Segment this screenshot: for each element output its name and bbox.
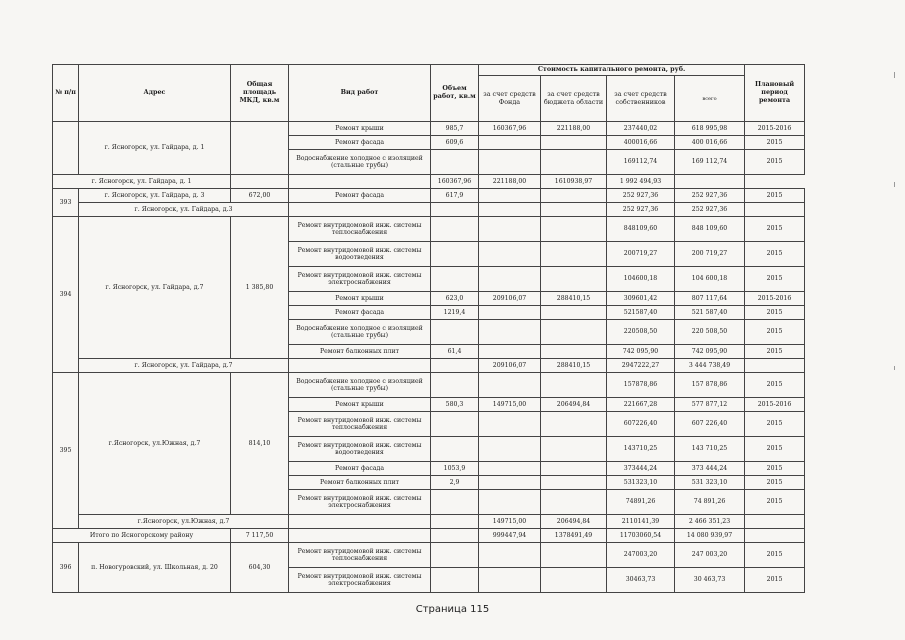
work-type-cell: Ремонт фасада <box>289 462 431 476</box>
table-row <box>53 189 805 203</box>
period-cell: 2015 <box>745 267 805 292</box>
total-cell: 157 878,86 <box>675 373 745 398</box>
period-cell: 2015-2016 <box>745 122 805 136</box>
subtotal-fund: 209106,07 <box>479 359 541 373</box>
subtotal-owners: 2947222,27 <box>607 359 675 373</box>
area-cell: 672,00 <box>231 189 289 203</box>
owners-cell: 30463,73 <box>607 568 675 593</box>
district-total-volume-empty <box>431 529 479 543</box>
volume-cell: 1219,4 <box>431 306 479 320</box>
volume-cell <box>431 150 479 175</box>
fund-cell: 149715,00 <box>479 398 541 412</box>
address-cell: г. Ясногорск, ул. Гайдара, д. 3 <box>79 189 231 203</box>
margin-mark <box>894 72 895 78</box>
fund-cell <box>479 267 541 292</box>
subtotal-work-empty <box>231 175 289 189</box>
header-num: № п/п <box>53 65 79 122</box>
volume-cell <box>431 543 479 568</box>
work-type-cell: Ремонт внутридомовой инж. системы теплоснабжения <box>289 412 431 437</box>
fund-cell <box>479 242 541 267</box>
total-cell: 143 710,25 <box>675 437 745 462</box>
period-cell: 2015 <box>745 490 805 515</box>
subtotal-label: г. Ясногорск, ул. Гайдара, д.7 <box>79 359 289 373</box>
subtotal-period-empty <box>745 515 805 529</box>
fund-cell <box>479 543 541 568</box>
subtotal-period-empty <box>675 175 745 189</box>
work-type-cell: Ремонт балконных плит <box>289 476 431 490</box>
work-type-cell: Ремонт крыши <box>289 122 431 136</box>
work-type-cell: Ремонт фасада <box>289 306 431 320</box>
table-header <box>53 65 805 122</box>
total-cell: 220 508,50 <box>675 320 745 345</box>
header-total: всего <box>675 76 745 122</box>
period-cell: 2015 <box>745 189 805 203</box>
region-cell <box>541 136 607 150</box>
subtotal-work-empty <box>289 515 431 529</box>
header-region: за счет средств бюджета области <box>541 76 607 122</box>
work-type-cell: Водоснабжение холодное с изоляцией (стальные трубы) <box>289 150 431 175</box>
district-total-region: 1378491,49 <box>541 529 607 543</box>
owners-cell: 252 927,36 <box>607 189 675 203</box>
volume-cell: 1053,9 <box>431 462 479 476</box>
row-number-cell <box>53 122 79 175</box>
volume-cell: 617,9 <box>431 189 479 203</box>
region-cell <box>541 490 607 515</box>
work-type-cell: Ремонт внутридомовой инж. системы электроснабжения <box>289 568 431 593</box>
subtotal-owners: 2110141,39 <box>607 515 675 529</box>
volume-cell <box>431 217 479 242</box>
table-row <box>53 373 805 398</box>
owners-cell: 104600,18 <box>607 267 675 292</box>
subtotal-total: 1 992 494,93 <box>607 175 675 189</box>
owners-cell: 143710,25 <box>607 437 675 462</box>
owners-cell: 200719,27 <box>607 242 675 267</box>
volume-cell: 985,7 <box>431 122 479 136</box>
subtotal-fund: 160367,96 <box>431 175 479 189</box>
owners-cell: 237440,02 <box>607 122 675 136</box>
fund-cell: 209106,07 <box>479 292 541 306</box>
table-body <box>53 122 805 593</box>
total-cell: 577 877,12 <box>675 398 745 412</box>
subtotal-row <box>53 359 805 373</box>
total-cell: 373 444,24 <box>675 462 745 476</box>
district-total-total: 14 080 939,97 <box>675 529 745 543</box>
total-cell: 807 117,64 <box>675 292 745 306</box>
period-cell: 2015 <box>745 476 805 490</box>
header-fund: за счет средств Фонда <box>479 76 541 122</box>
period-cell: 2015 <box>745 462 805 476</box>
header-owners: за счет средств собственников <box>607 76 675 122</box>
subtotal-owners: 1610938,97 <box>541 175 607 189</box>
total-cell: 742 095,90 <box>675 345 745 359</box>
subtotal-fund <box>479 203 541 217</box>
total-cell: 247 003,20 <box>675 543 745 568</box>
period-cell: 2015 <box>745 242 805 267</box>
owners-cell: 309601,42 <box>607 292 675 306</box>
volume-cell <box>431 437 479 462</box>
subtotal-region: 288410,15 <box>541 359 607 373</box>
period-cell: 2015-2016 <box>745 292 805 306</box>
work-type-cell: Водоснабжение холодное с изоляцией (стальные трубы) <box>289 320 431 345</box>
work-type-cell: Ремонт фасада <box>289 136 431 150</box>
region-cell: 221188,00 <box>541 122 607 136</box>
region-cell <box>541 476 607 490</box>
region-cell <box>541 306 607 320</box>
subtotal-total: 2 466 351,23 <box>675 515 745 529</box>
subtotal-row <box>53 203 805 217</box>
volume-cell <box>431 320 479 345</box>
volume-cell <box>431 242 479 267</box>
fund-cell <box>479 412 541 437</box>
subtotal-volume-empty <box>289 175 431 189</box>
margin-mark <box>894 182 895 187</box>
header-cost-group: Стоимость капитального ремонта, руб. <box>479 65 745 76</box>
volume-cell: 2,9 <box>431 476 479 490</box>
period-cell: 2015 <box>745 437 805 462</box>
area-cell <box>231 122 289 175</box>
total-cell: 400 016,66 <box>675 136 745 150</box>
subtotal-period-empty <box>745 203 805 217</box>
fund-cell <box>479 345 541 359</box>
region-cell <box>541 373 607 398</box>
period-cell: 2015 <box>745 217 805 242</box>
district-total-row <box>53 529 805 543</box>
period-cell: 2015-2016 <box>745 398 805 412</box>
owners-cell: 742 095,90 <box>607 345 675 359</box>
region-cell <box>541 189 607 203</box>
page-number: Страница 115 <box>415 604 490 615</box>
region-cell: 206494,84 <box>541 398 607 412</box>
work-type-cell: Водоснабжение холодное с изоляцией (стальные трубы) <box>289 373 431 398</box>
table-row <box>53 217 805 242</box>
work-type-cell: Ремонт внутридомовой инж. системы электроснабжения <box>289 490 431 515</box>
region-cell <box>541 267 607 292</box>
region-cell <box>541 568 607 593</box>
subtotal-period-empty <box>745 359 805 373</box>
total-cell: 104 600,18 <box>675 267 745 292</box>
fund-cell <box>479 306 541 320</box>
total-cell: 618 995,98 <box>675 122 745 136</box>
region-cell <box>541 150 607 175</box>
address-cell: г. Ясногорск, ул. Гайдара, д.7 <box>79 217 231 359</box>
period-cell: 2015 <box>745 412 805 437</box>
area-cell: 604,30 <box>231 543 289 593</box>
capital-repair-table <box>52 64 805 593</box>
owners-cell: 400016,66 <box>607 136 675 150</box>
region-cell <box>541 320 607 345</box>
region-cell <box>541 543 607 568</box>
fund-cell <box>479 136 541 150</box>
work-type-cell: Ремонт крыши <box>289 398 431 412</box>
district-total-label: Итого по Ясногорскому району <box>53 529 231 543</box>
owners-cell: 848109,60 <box>607 217 675 242</box>
district-total-period-empty <box>745 529 805 543</box>
fund-cell <box>479 320 541 345</box>
subtotal-label: г. Ясногорск, ул. Гайдара, д.3 <box>79 203 289 217</box>
volume-cell: 61,4 <box>431 345 479 359</box>
subtotal-total: 252 927,36 <box>675 203 745 217</box>
header-period: Плановый период ремонта <box>745 65 805 122</box>
period-cell: 2015 <box>745 136 805 150</box>
row-number-cell: 394 <box>53 217 79 373</box>
subtotal-label: г.Ясногорск, ул.Южная, д.7 <box>79 515 289 529</box>
owners-cell: 169112,74 <box>607 150 675 175</box>
fund-cell <box>479 189 541 203</box>
address-cell: г. Ясногорск, ул. Гайдара, д. 1 <box>79 122 231 175</box>
subtotal-row <box>53 175 805 189</box>
header-work-type: Вид работ <box>289 65 431 122</box>
subtotal-region <box>541 203 607 217</box>
period-cell: 2015 <box>745 306 805 320</box>
total-cell: 200 719,27 <box>675 242 745 267</box>
volume-cell: 580,3 <box>431 398 479 412</box>
fund-cell: 160367,96 <box>479 122 541 136</box>
region-cell <box>541 412 607 437</box>
volume-cell: 609,6 <box>431 136 479 150</box>
owners-cell: 373444,24 <box>607 462 675 476</box>
period-cell: 2015 <box>745 320 805 345</box>
total-cell: 169 112,74 <box>675 150 745 175</box>
region-cell <box>541 462 607 476</box>
fund-cell <box>479 568 541 593</box>
table-row <box>53 543 805 568</box>
row-number-cell: 393 <box>53 189 79 217</box>
volume-cell: 623,0 <box>431 292 479 306</box>
document-sheet <box>52 64 804 593</box>
fund-cell <box>479 217 541 242</box>
header-volume: Объем работ, кв.м <box>431 65 479 122</box>
district-total-work-empty <box>289 529 431 543</box>
volume-cell <box>431 373 479 398</box>
owners-cell: 221667,28 <box>607 398 675 412</box>
total-cell: 531 323,10 <box>675 476 745 490</box>
margin-mark <box>894 366 895 370</box>
total-cell: 521 587,40 <box>675 306 745 320</box>
owners-cell: 157878,86 <box>607 373 675 398</box>
volume-cell <box>431 267 479 292</box>
region-cell <box>541 345 607 359</box>
header-area: Общая площадь МКД, кв.м <box>231 65 289 122</box>
volume-cell <box>431 568 479 593</box>
row-number-cell: 396 <box>53 543 79 593</box>
subtotal-volume-empty <box>431 359 479 373</box>
subtotal-work-empty <box>289 203 431 217</box>
work-type-cell: Ремонт внутридомовой инж. системы теплоснабжения <box>289 543 431 568</box>
work-type-cell: Ремонт внутридомовой инж. системы водоотведения <box>289 437 431 462</box>
subtotal-region: 206494,84 <box>541 515 607 529</box>
period-cell: 2015 <box>745 568 805 593</box>
period-cell: 2015 <box>745 150 805 175</box>
fund-cell <box>479 373 541 398</box>
work-type-cell: Ремонт внутридомовой инж. системы электроснабжения <box>289 267 431 292</box>
subtotal-work-empty <box>289 359 431 373</box>
area-cell: 1 385,80 <box>231 217 289 359</box>
volume-cell <box>431 490 479 515</box>
work-type-cell: Ремонт фасада <box>289 189 431 203</box>
work-type-cell: Ремонт внутридомовой инж. системы теплоснабжения <box>289 217 431 242</box>
region-cell <box>541 242 607 267</box>
fund-cell <box>479 150 541 175</box>
volume-cell <box>431 412 479 437</box>
fund-cell <box>479 437 541 462</box>
district-total-owners: 11703060,54 <box>607 529 675 543</box>
total-cell: 30 463,73 <box>675 568 745 593</box>
district-total-fund: 999447,94 <box>479 529 541 543</box>
subtotal-label: г. Ясногорск, ул. Гайдара, д. 1 <box>53 175 231 189</box>
owners-cell: 74891,26 <box>607 490 675 515</box>
fund-cell <box>479 476 541 490</box>
owners-cell: 521587,40 <box>607 306 675 320</box>
region-cell <box>541 437 607 462</box>
district-total-area: 7 117,50 <box>231 529 289 543</box>
region-cell <box>541 217 607 242</box>
subtotal-region: 221188,00 <box>479 175 541 189</box>
fund-cell <box>479 462 541 476</box>
row-number-cell: 395 <box>53 373 79 529</box>
work-type-cell: Ремонт крыши <box>289 292 431 306</box>
subtotal-total: 3 444 738,49 <box>675 359 745 373</box>
period-cell: 2015 <box>745 373 805 398</box>
table-row <box>53 122 805 136</box>
work-type-cell: Ремонт внутридомовой инж. системы водоотведения <box>289 242 431 267</box>
owners-cell: 607226,40 <box>607 412 675 437</box>
total-cell: 252 927,36 <box>675 189 745 203</box>
header-address: Адрес <box>79 65 231 122</box>
total-cell: 848 109,60 <box>675 217 745 242</box>
area-cell: 814,10 <box>231 373 289 515</box>
period-cell: 2015 <box>745 345 805 359</box>
period-cell: 2015 <box>745 543 805 568</box>
total-cell: 607 226,40 <box>675 412 745 437</box>
address-cell: п. Новогуровский, ул. Школьная, д. 20 <box>79 543 231 593</box>
owners-cell: 220508,50 <box>607 320 675 345</box>
subtotal-fund: 149715,00 <box>479 515 541 529</box>
address-cell: г.Ясногорск, ул.Южная, д.7 <box>79 373 231 515</box>
total-cell: 74 891,26 <box>675 490 745 515</box>
owners-cell: 531323,10 <box>607 476 675 490</box>
region-cell: 288410,15 <box>541 292 607 306</box>
subtotal-volume-empty <box>431 515 479 529</box>
subtotal-owners: 252 927,36 <box>607 203 675 217</box>
subtotal-row <box>53 515 805 529</box>
subtotal-volume-empty <box>431 203 479 217</box>
fund-cell <box>479 490 541 515</box>
work-type-cell: Ремонт балконных плит <box>289 345 431 359</box>
owners-cell: 247003,20 <box>607 543 675 568</box>
